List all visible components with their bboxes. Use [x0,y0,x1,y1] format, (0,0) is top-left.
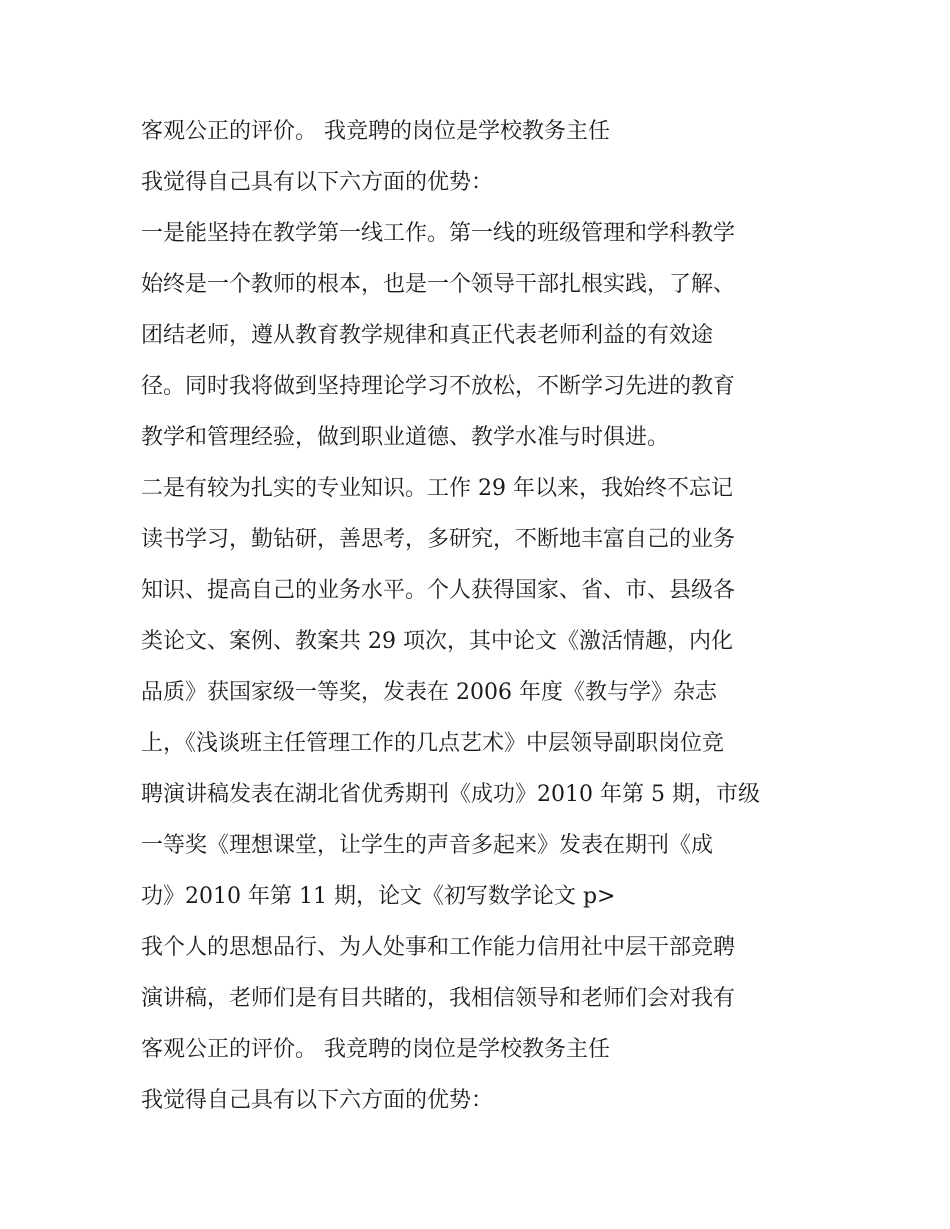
text-line-3: 一是能坚持在教学第一线工作。第一线的班级管理和学科教学 [141,221,736,246]
text-line-1: 客观公正的评价。 我竞聘的岗位是学校教务主任 [141,119,610,144]
text-line-20: 我觉得自己具有以下六方面的优势： [141,1088,494,1113]
text-line-16: 功》2010 年第 11 期，论文《初写数学论文 p> [141,884,616,909]
text-line-12: 品质》获国家级一等奖，发表在 2006 年度《教与学》杂志 [141,680,717,705]
text-line-4: 始终是一个教师的根本，也是一个领导干部扎根实践，了解、 [141,272,736,297]
text-line-15: 一等奖《理想课堂，让学生的声音多起来》发表在期刊《成 [141,833,714,858]
text-line-9: 读书学习，勤钻研，善思考，多研究，不断地丰富自己的业务 [141,527,736,552]
text-line-10: 知识、提高自己的业务水平。个人获得国家、省、市、县级各 [141,578,736,603]
text-line-14: 聘演讲稿发表在湖北省优秀期刊《成功》2010 年第 5 期，市级 [141,782,760,807]
text-line-6: 径。同时我将做到坚持理论学习不放松，不断学习先进的教育 [141,374,736,399]
text-line-5: 团结老师，遵从教育教学规律和真正代表老师利益的有效途 [141,323,714,348]
text-line-18: 演讲稿，老师们是有目共睹的，我相信领导和老师们会对我有 [141,986,736,1011]
text-line-8: 二是有较为扎实的专业知识。工作 29 年以来，我始终不忘记 [141,476,733,501]
text-line-17: 我个人的思想品行、为人处事和工作能力信用社中层干部竞聘 [141,935,736,960]
text-line-7: 教学和管理经验，做到职业道德、教学水准与时俱进。 [141,425,670,450]
text-line-13: 上，《浅谈班主任管理工作的几点艺术》中层领导副职岗位竞 [141,731,725,756]
text-line-2: 我觉得自己具有以下六方面的优势： [141,170,494,195]
document-body [141,106,816,1126]
text-line-11: 类论文、案例、教案共 29 项次，其中论文《激活情趣，内化 [141,629,733,654]
text-line-19: 客观公正的评价。 我竞聘的岗位是学校教务主任 [141,1037,610,1062]
